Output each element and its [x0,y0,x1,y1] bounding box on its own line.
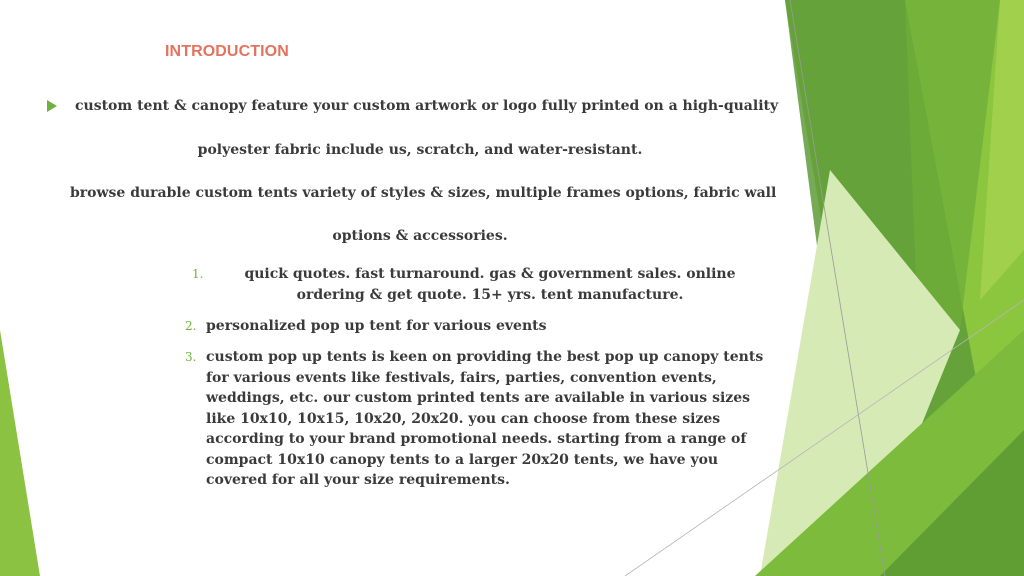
intro-line-2: polyester fabric include us, scratch, and water-resistant. [197,142,643,158]
list-number-3: 3. [185,350,197,364]
slide-title: INTRODUCTION [165,43,289,60]
list-number-2: 2. [185,319,197,333]
intro-line-4: options & accessories. [332,228,508,244]
list-number-1: 1. [192,267,204,281]
left-green-sliver [0,330,40,576]
list-item-2: personalized pop up tent for various events [206,318,547,334]
intro-line-1: custom tent & canopy feature your custom artwork or logo fully printed on a high-quality [75,98,779,114]
intro-line-3: browse durable custom tents variety of styles & sizes, multiple frames options, fabric wall [70,185,777,201]
list-item-1: quick quotes. fast turnaround. gas & government sales. online ordering & get quote. 15+ yrs. tent manufacture. [244,266,736,303]
triangle-bullet-icon [47,100,57,112]
list-item-3: custom pop up tents is keen on providing the best pop up canopy tents for various events like festivals, fairs, parties, convention events, weddings, etc. our custom printed tents are available in various sizes like 10x10, 10x15, 10x20, 20x20. you can choose from these sizes according to your brand promotional needs. starting from a range of compact 10x10 canopy tents to a larger 20x20 tents, we have you covered for all your size requirements. [206,349,764,488]
